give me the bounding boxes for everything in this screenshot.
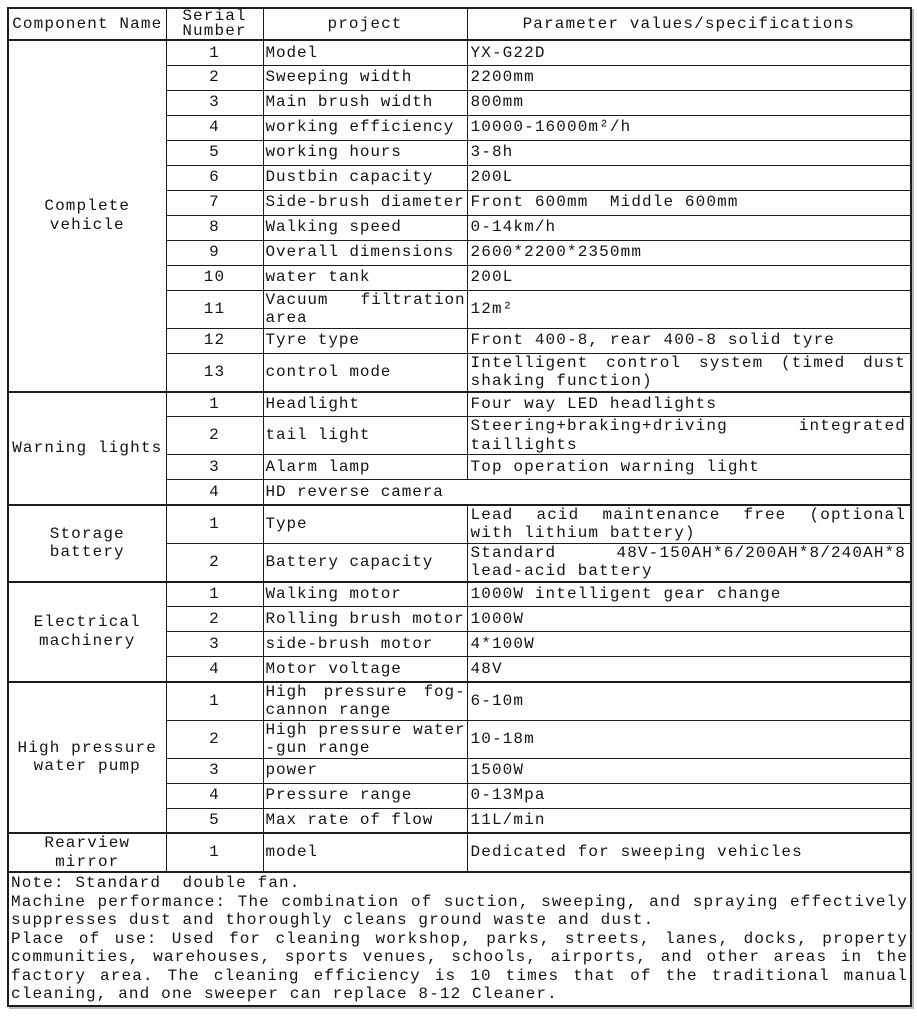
project-cell: Main brush width (263, 90, 467, 115)
project-cell: Model (263, 40, 467, 65)
value-cell: 200L (467, 165, 911, 190)
value-cell: Standard 48V-150AH*6/200AH*8/240AH*8 lead-acid battery (467, 543, 911, 582)
project-cell: control mode (263, 353, 467, 392)
value-cell: 2600*2200*2350mm (467, 240, 911, 265)
value-cell: 12m² (467, 290, 911, 328)
value-cell: Lead acid maintenance free (optional with lithium battery) (467, 505, 911, 544)
serial-number-cell: 11 (166, 290, 263, 328)
serial-number-cell: 1 (166, 682, 263, 721)
value-cell: 3-8h (467, 140, 911, 165)
value-cell: Front 600mm Middle 600mm (467, 190, 911, 215)
project-cell: Vacuum filtration area (263, 290, 467, 328)
serial-number-cell: 2 (166, 417, 263, 455)
serial-number-cell: 2 (166, 65, 263, 90)
value-cell: 0-14km/h (467, 215, 911, 240)
table-row (8, 392, 911, 417)
serial-number-cell: 4 (166, 783, 263, 808)
value-cell: 10-18m (467, 720, 911, 758)
value-cell: 48V (467, 657, 911, 682)
value-cell: 1500W (467, 758, 911, 783)
project-cell: Sweeping width (263, 65, 467, 90)
value-cell: YX-G22D (467, 40, 911, 65)
value-cell: 2200mm (467, 65, 911, 90)
component-name-cell: Warning lights (8, 392, 166, 505)
serial-number-cell: 2 (166, 607, 263, 632)
serial-number-cell: 4 (166, 480, 263, 505)
project-cell: Motor voltage (263, 657, 467, 682)
project-cell: Type (263, 505, 467, 544)
project-cell: Side-brush diameter (263, 190, 467, 215)
serial-number-cell: 5 (166, 808, 263, 833)
project-cell: model (263, 833, 467, 872)
project-cell: tail light (263, 417, 467, 455)
col-header-component: Component Name (8, 8, 166, 40)
project-cell: side-brush motor (263, 632, 467, 657)
project-cell: Walking motor (263, 582, 467, 607)
value-cell: 10000-16000m²/h (467, 115, 911, 140)
value-cell: 0-13Mpa (467, 783, 911, 808)
value-cell: 800mm (467, 90, 911, 115)
serial-number-cell: 3 (166, 90, 263, 115)
note-standard: Note: Standard double fan. (11, 874, 301, 892)
project-cell: High pressure fog-cannon range (263, 682, 467, 721)
notes-row (8, 872, 911, 1006)
project-cell: power (263, 758, 467, 783)
project-cell: Max rate of flow (263, 808, 467, 833)
component-name-cell: High pressure water pump (8, 682, 166, 834)
project-cell: Battery capacity (263, 543, 467, 582)
serial-number-cell: 6 (166, 165, 263, 190)
header-row (8, 8, 911, 40)
spec-table (7, 7, 912, 1007)
value-cell: 4*100W (467, 632, 911, 657)
value-cell: Four way LED headlights (467, 392, 911, 417)
col-header-project: project (263, 8, 467, 40)
project-cell: Overall dimensions (263, 240, 467, 265)
project-cell: HD reverse camera (263, 480, 911, 505)
project-cell: Dustbin capacity (263, 165, 467, 190)
project-cell: Rolling brush motor (263, 607, 467, 632)
table-row (8, 833, 911, 872)
col-header-parameter: Parameter values/specifications (467, 8, 911, 40)
serial-number-cell: 1 (166, 40, 263, 65)
serial-number-cell: 3 (166, 758, 263, 783)
project-cell: Walking speed (263, 215, 467, 240)
project-cell: working hours (263, 140, 467, 165)
serial-number-cell: 3 (166, 632, 263, 657)
serial-number-cell: 10 (166, 265, 263, 290)
component-name-cell: Electrical machinery (8, 582, 166, 682)
serial-number-cell: 13 (166, 353, 263, 392)
serial-number-cell: 4 (166, 115, 263, 140)
component-name-cell: Storage battery (8, 505, 166, 582)
notes-cell (8, 872, 911, 1006)
component-name-cell: Complete vehicle (8, 40, 166, 392)
value-cell: Steering+braking+driving integrated taillights (467, 417, 911, 455)
table-row (8, 505, 911, 544)
project-cell: water tank (263, 265, 467, 290)
project-cell: Headlight (263, 392, 467, 417)
serial-number-cell: 1 (166, 392, 263, 417)
serial-number-cell: 4 (166, 657, 263, 682)
value-cell: Front 400-8, rear 400-8 solid tyre (467, 328, 911, 353)
value-cell: 1000W intelligent gear change (467, 582, 911, 607)
value-cell: 200L (467, 265, 911, 290)
project-cell: Pressure range (263, 783, 467, 808)
note-machine-performance: Machine performance: The combination of suction, sweeping, and spraying effectively suppresses dust and thoroughly cleans ground waste and dust. (11, 892, 908, 929)
serial-number-cell: 1 (166, 833, 263, 872)
value-cell: 11L/min (467, 808, 911, 833)
value-cell: 1000W (467, 607, 911, 632)
serial-number-cell: 8 (166, 215, 263, 240)
table-row (8, 682, 911, 721)
serial-number-cell: 1 (166, 505, 263, 544)
serial-number-cell: 1 (166, 582, 263, 607)
note-place-of-use: Place of use: Used for cleaning workshop, parks, streets, lanes, docks, property communities, warehouses, sports venues, schools, airports, and other areas in the factory area. The cleaning efficiency is 10 times that of the traditional manual cleaning, and one sweeper can replace 8-12 Cleaner. (11, 929, 908, 1003)
project-cell: High pressure water -gun range (263, 720, 467, 758)
col-header-serial: Serial Number (166, 8, 263, 40)
project-cell: working efficiency (263, 115, 467, 140)
serial-number-cell: 2 (166, 720, 263, 758)
value-cell: Intelligent control system (timed dust shaking function) (467, 353, 911, 392)
serial-number-cell: 5 (166, 140, 263, 165)
component-name-cell: Rearview mirror (8, 833, 166, 872)
project-cell: Alarm lamp (263, 455, 467, 480)
table-row (8, 582, 911, 607)
serial-number-cell: 9 (166, 240, 263, 265)
serial-number-cell: 7 (166, 190, 263, 215)
value-cell: Dedicated for sweeping vehicles (467, 833, 911, 872)
project-cell: Tyre type (263, 328, 467, 353)
value-cell: Top operation warning light (467, 455, 911, 480)
table-row (8, 40, 911, 65)
value-cell: 6-10m (467, 682, 911, 721)
serial-number-cell: 3 (166, 455, 263, 480)
serial-number-cell: 2 (166, 543, 263, 582)
serial-number-cell: 12 (166, 328, 263, 353)
